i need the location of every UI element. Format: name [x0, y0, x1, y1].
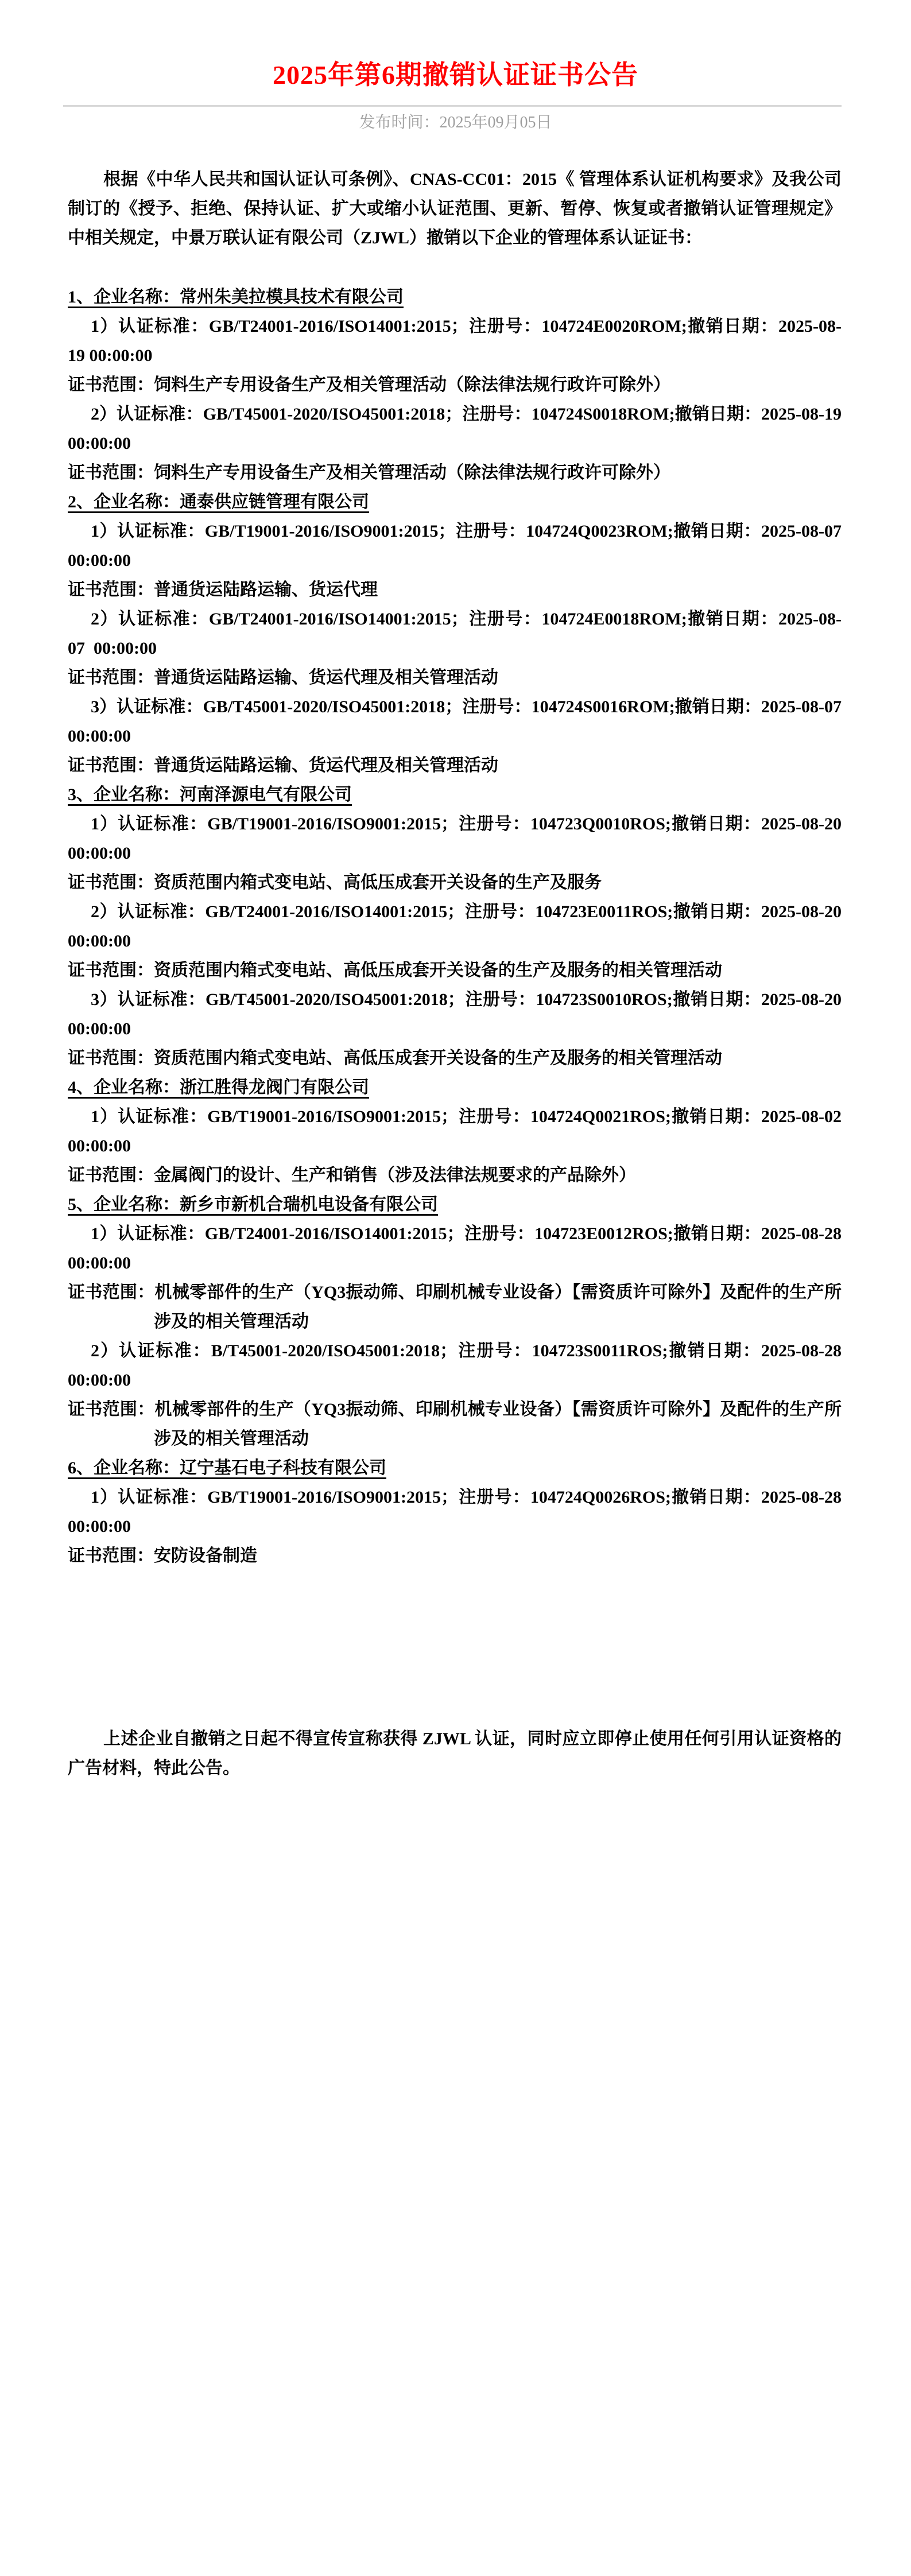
company-heading: 3、企业名称：河南泽源电气有限公司 — [68, 785, 352, 804]
cert-standard-line: 3）认证标准：GB/T45001-2020/ISO45001:2018；注册号：104724S0016ROM;撤销日期：2025-08-07 00:00:00 — [68, 697, 850, 746]
cert-standard-line: 1）认证标准：GB/T24001-2016/ISO14001:2015；注册号：104724E0020ROM;撤销日期：2025-08-19 00:00:00 — [68, 317, 842, 365]
cert-scope-line: 证书范围：普通货运陆路运输、货运代理及相关管理活动 — [68, 668, 498, 687]
company-sections — [68, 282, 850, 1570]
cert-scope-line: 证书范围：安防设备制造 — [68, 1546, 257, 1565]
company-heading: 1、企业名称：常州朱美拉模具技术有限公司 — [68, 288, 404, 307]
cert-standard-line: 1）认证标准：GB/T19001-2016/ISO9001:2015；注册号：104724Q0026ROS;撤销日期：2025-08-28 00:00:00 — [68, 1488, 846, 1536]
cert-standard-line: 1）认证标准：GB/T19001-2016/ISO9001:2015；注册号：104723Q0010ROS;撤销日期：2025-08-20 00:00:00 — [68, 814, 846, 863]
cert-scope-line: 证书范围：普通货运陆路运输、货运代理及相关管理活动 — [68, 756, 498, 775]
cert-scope-line: 证书范围：机械零部件的生产（YQ3振动筛、印刷机械专业设备）【需资质许可除外】及配件的生产所涉及的相关管理活动 — [68, 1400, 842, 1448]
cert-scope-line: 证书范围：资质范围内箱式变电站、高低压成套开关设备的生产及服务 — [68, 873, 602, 892]
company-section-2 — [68, 487, 850, 780]
company-heading: 6、企业名称：辽宁基石电子科技有限公司 — [68, 1458, 386, 1477]
company-heading: 4、企业名称：浙江胜得龙阀门有限公司 — [68, 1078, 369, 1097]
divider-line — [63, 105, 842, 107]
cert-standard-line: 2）认证标准：GB/T24001-2016/ISO14001:2015；注册号：104724E0018ROM;撤销日期：2025-08-07 00:00:00 — [68, 610, 842, 658]
publish-time: 发布时间：2025年09月05日 — [359, 114, 552, 131]
cert-scope-line: 证书范围：饲料生产专用设备生产及相关管理活动（除法律法规行政许可除外） — [68, 463, 670, 482]
cert-standard-line: 2）认证标准：B/T45001-2020/ISO45001:2018；注册号：104723S0011ROS;撤销日期：2025-08-28 00:00:00 — [68, 1341, 846, 1390]
cert-scope-line: 证书范围：资质范围内箱式变电站、高低压成套开关设备的生产及服务的相关管理活动 — [68, 961, 722, 980]
announcement-body — [68, 165, 850, 1783]
cert-standard-line: 1）认证标准：GB/T19001-2016/ISO9001:2015；注册号：104724Q0021ROS;撤销日期：2025-08-02 00:00:00 — [68, 1107, 846, 1155]
company-section-3 — [68, 780, 846, 1073]
company-heading: 2、企业名称：通泰供应链管理有限公司 — [68, 492, 369, 511]
cert-standard-line: 2）认证标准：GB/T24001-2016/ISO14001:2015；注册号：104723E0011ROS;撤销日期：2025-08-20 00:00:00 — [68, 902, 846, 951]
cert-standard-line: 3）认证标准：GB/T45001-2020/ISO45001:2018；注册号：104723S0010ROS;撤销日期：2025-08-20 00:00:00 — [68, 990, 846, 1038]
company-section-5 — [68, 1190, 846, 1453]
page-title: 2025年第6期撤销认证证书公告 — [273, 60, 638, 90]
cert-scope-line: 证书范围：机械零部件的生产（YQ3振动筛、印刷机械专业设备）【需资质许可除外】及配件的生产所涉及的相关管理活动 — [68, 1283, 842, 1331]
cert-standard-line: 1）认证标准：GB/T19001-2016/ISO9001:2015；注册号：104724Q0023ROM;撤销日期：2025-08-07 00:00:00 — [68, 522, 846, 570]
company-heading: 5、企业名称：新乡市新机合瑞机电设备有限公司 — [68, 1195, 438, 1214]
cert-scope-line: 证书范围：普通货运陆路运输、货运代理 — [68, 580, 378, 599]
cert-scope-line: 证书范围：金属阀门的设计、生产和销售（涉及法律法规要求的产品除外） — [68, 1166, 636, 1185]
cert-standard-line: 2）认证标准：GB/T45001-2020/ISO45001:2018；注册号：104724S0018ROM;撤销日期：2025-08-19 00:00:00 — [68, 405, 846, 453]
closing-paragraph: 上述企业自撤销之日起不得宣传宣称获得 ZJWL 认证，同时应立即停止使用任何引用认证资格的广告材料，特此公告。 — [68, 1729, 842, 1778]
company-section-4 — [68, 1073, 846, 1190]
company-section-6 — [68, 1453, 846, 1570]
cert-standard-line: 1）认证标准：GB/T24001-2016/ISO14001:2015；注册号：104723E0012ROS;撤销日期：2025-08-28 00:00:00 — [68, 1224, 846, 1273]
company-section-1 — [68, 282, 846, 487]
cert-scope-line: 证书范围：资质范围内箱式变电站、高低压成套开关设备的生产及服务的相关管理活动 — [68, 1049, 722, 1068]
cert-scope-line: 证书范围：饲料生产专用设备生产及相关管理活动（除法律法规行政许可除外） — [68, 375, 670, 394]
intro-paragraph: 根据《中华人民共和国认证认可条例》、CNAS-CC01：2015《 管理体系认证机构要求》及我公司制订的《授予、拒绝、保持认证、扩大或缩小认证范围、更新、暂停、恢复或者撤销认证管理规定》中相关规定，中景万联认证有限公司（ZJWL）撤销以下企业的管理体系认证证书： — [68, 170, 842, 247]
